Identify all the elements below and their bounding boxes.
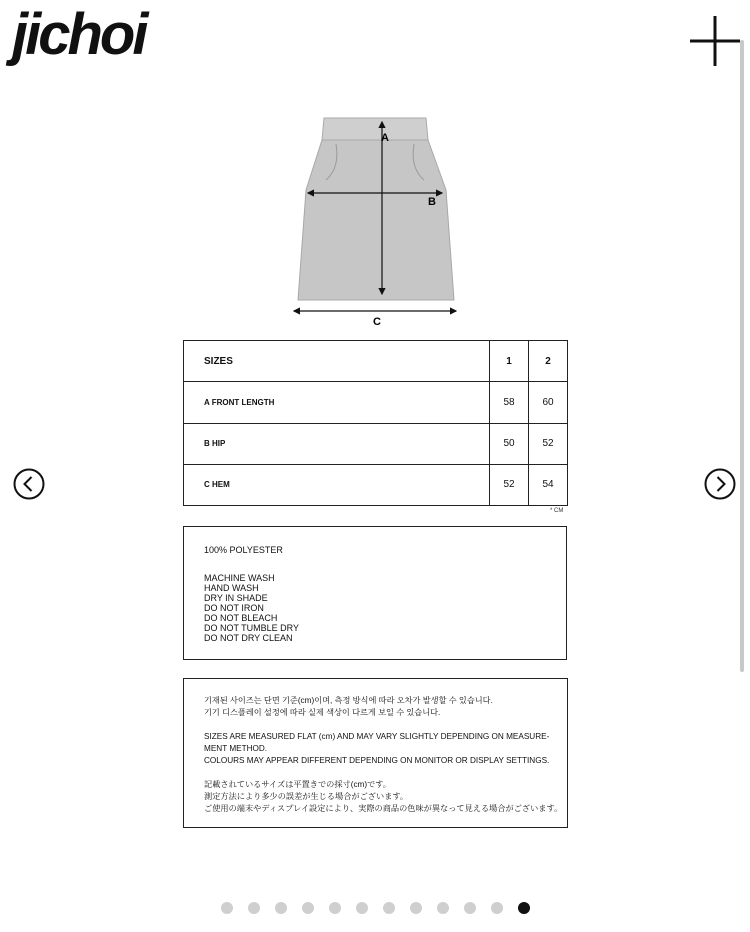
row-value-1: 52 xyxy=(490,464,529,505)
care-line: DO NOT TUMBLE DRY xyxy=(204,623,300,633)
note-line: COLOURS MAY APPEAR DIFFERENT DEPENDING ON MONITOR OR DISPLAY SETTINGS. xyxy=(204,756,550,765)
note-line: MENT METHOD. xyxy=(204,744,268,753)
notes-korean xyxy=(204,695,567,719)
carousel-dot[interactable] xyxy=(518,902,530,914)
table-row xyxy=(184,464,568,505)
carousel-dot[interactable] xyxy=(302,902,314,914)
table-header-size-1: 1 xyxy=(490,341,529,382)
note-line: ご使用の端末やディスプレイ設定により、実際の商品の色味が異なって見える場合がございます。 xyxy=(204,804,563,813)
skirt-measurement-diagram xyxy=(286,110,461,332)
table-row xyxy=(184,382,568,423)
chevron-left-icon[interactable] xyxy=(13,468,45,500)
notes-japanese xyxy=(204,779,567,815)
care-line: DO NOT DRY CLEAN xyxy=(204,633,293,643)
brand-logo[interactable]: jichoi xyxy=(12,2,146,67)
table-header-row xyxy=(184,341,568,382)
care-line: HAND WASH xyxy=(204,583,259,593)
diagram-label-c: C xyxy=(373,316,381,328)
row-value-1: 58 xyxy=(490,382,529,423)
carousel-dot[interactable] xyxy=(410,902,422,914)
row-value-1: 50 xyxy=(490,423,529,464)
carousel-dot[interactable] xyxy=(329,902,341,914)
row-value-2: 52 xyxy=(529,423,568,464)
note-line: SIZES ARE MEASURED FLAT (cm) AND MAY VARY SLIGHTLY DEPENDING ON MEASURE- xyxy=(204,732,550,741)
row-value-2: 60 xyxy=(529,382,568,423)
care-instructions-box xyxy=(183,526,567,660)
carousel-dot[interactable] xyxy=(248,902,260,914)
notes-english xyxy=(204,731,567,767)
note-line: 기재된 사이즈는 단면 기준(cm)이며, 측정 방식에 따라 오차가 발생할 수 있습니다. xyxy=(204,696,493,705)
diagram-label-a: A xyxy=(381,132,389,144)
material-text: 100% POLYESTER xyxy=(204,545,283,555)
plus-icon[interactable] xyxy=(688,14,742,68)
carousel-dot[interactable] xyxy=(464,902,476,914)
table-header-size-2: 2 xyxy=(529,341,568,382)
table-row xyxy=(184,423,568,464)
carousel-pagination xyxy=(221,902,530,914)
care-line: DO NOT BLEACH xyxy=(204,613,278,623)
care-line: DO NOT IRON xyxy=(204,603,264,613)
table-header-label: SIZES xyxy=(184,341,490,382)
carousel-dot[interactable] xyxy=(221,902,233,914)
care-line: DRY IN SHADE xyxy=(204,593,268,603)
note-line: 기기 디스플레이 설정에 따라 실제 색상이 다르게 보일 수 있습니다. xyxy=(204,708,441,717)
carousel-dot[interactable] xyxy=(491,902,503,914)
note-line: 記載されているサイズは平置きでの採寸(cm)です。 xyxy=(204,780,391,789)
row-value-2: 54 xyxy=(529,464,568,505)
scrollbar[interactable] xyxy=(740,40,744,672)
carousel-dot[interactable] xyxy=(356,902,368,914)
size-notes-box xyxy=(183,678,568,828)
carousel-dot[interactable] xyxy=(437,902,449,914)
row-label: C HEM xyxy=(184,464,490,505)
note-line: 測定方法により多少の誤差が生じる場合がございます。 xyxy=(204,792,409,801)
size-table xyxy=(183,340,568,506)
chevron-right-icon[interactable] xyxy=(704,468,736,500)
row-label: A FRONT LENGTH xyxy=(184,382,490,423)
row-label: B HIP xyxy=(184,423,490,464)
carousel-dot[interactable] xyxy=(275,902,287,914)
unit-note: * CM xyxy=(550,508,564,514)
diagram-label-b: B xyxy=(428,196,436,208)
carousel-dot[interactable] xyxy=(383,902,395,914)
care-line: MACHINE WASH xyxy=(204,573,275,583)
